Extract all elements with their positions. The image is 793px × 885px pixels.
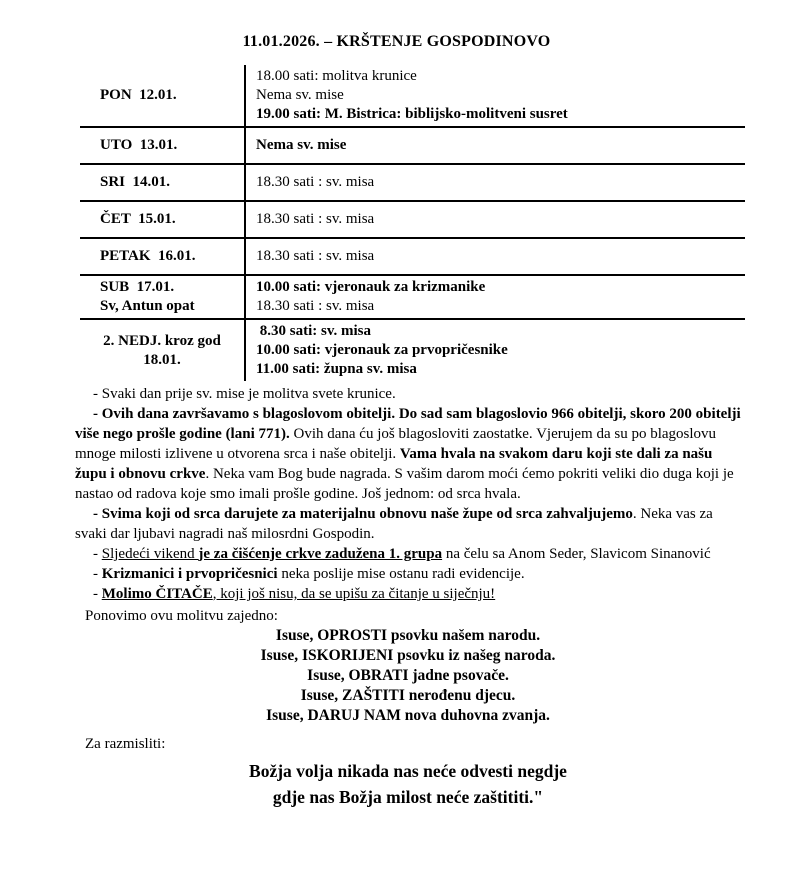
reflection-label: Za razmisliti: (85, 736, 166, 752)
schedule-row (80, 201, 745, 238)
schedule-items-cell (245, 201, 745, 238)
schedule-items-cell (245, 275, 745, 319)
day-cell (80, 127, 245, 164)
day-cell (80, 275, 245, 319)
day-label: 2. NEDJ. kroz god (103, 332, 221, 349)
announcement-paragraph (75, 504, 741, 544)
schedule-item: 10.00 sati: vjeronauk za prvopričesnike (256, 342, 508, 358)
text-run: je za čišćenje crkve zadužena 1. grupa (198, 546, 443, 562)
mass-schedule-table (80, 65, 745, 381)
text-run: - (93, 546, 102, 562)
prayer-line: Isuse, OPROSTI psovku našem narodu. (275, 627, 541, 644)
prayer-line: Isuse, OBRATI jadne psovače. (307, 667, 509, 684)
announcements (75, 384, 741, 604)
schedule-items-cell (245, 319, 745, 381)
reflection-quote (75, 758, 741, 810)
schedule-item: 18.30 sati : sv. misa (256, 174, 375, 190)
schedule-item: 18.30 sati : sv. misa (256, 248, 375, 264)
day-label: Sv, Antun opat (100, 298, 195, 314)
text-run: - Ovih dana završavamo s blagoslovom obitelji. Do sad sam blagoslovio 966 obitelji, skoro 200 obitelji više nego prošle godine (lani 771). (75, 406, 741, 442)
text-run: , koji još nisu, da se upišu za čitanje u siječnju! (212, 586, 496, 602)
day-cell (80, 164, 245, 201)
schedule-row (80, 164, 745, 201)
day-cell (80, 319, 245, 381)
text-run: - Svaki dan prije sv. mise je molitva svete krunice. (93, 386, 396, 402)
page-title: 11.01.2026. – KRŠTENJE GOSPODINOVO (242, 33, 551, 50)
schedule-item: 18.30 sati : sv. misa (256, 298, 375, 314)
day-label: SRI 14.01. (100, 174, 171, 190)
schedule-row (80, 65, 745, 127)
schedule-items-cell (245, 65, 745, 127)
schedule-table-body (80, 65, 745, 381)
announcement-paragraph (75, 564, 741, 584)
prayer-intro: Ponovimo ovu molitvu zajedno: (85, 608, 278, 624)
prayer-line: Isuse, ZAŠTITI nerođenu djecu. (300, 687, 516, 704)
text-run: Ovih dana ću još blagosloviti zaostatke. Vjerujem da su po blagoslovu mnoge milosti izlivene u otvorena srca i naše obitelji. (75, 426, 717, 462)
quote-line: gdje nas Božja milost neće zaštititi." (272, 787, 544, 807)
prayer-line: Isuse, ISKORIJENI psovku iz našeg naroda. (260, 647, 556, 664)
text-run: . Neka vas za svaki dar ljubavi nagradi naš milosrdni Gospodin. (75, 506, 713, 542)
day-label: SUB 17.01. (100, 279, 175, 295)
schedule-item: 10.00 sati: vjeronauk za krizmanike (256, 279, 486, 295)
schedule-item: 19.00 sati: M. Bistrica: biblijsko-molitveni susret (256, 106, 568, 122)
schedule-row (80, 127, 745, 164)
schedule-item: 11.00 sati: župna sv. misa (256, 361, 417, 377)
text-run: Sljedeći vikend (101, 546, 199, 562)
text-run: Molimo ČITAČE (101, 586, 213, 602)
schedule-item: 18.00 sati: molitva krunice (256, 68, 417, 84)
text-run: Krizmanici i prvopričesnici (101, 566, 278, 582)
schedule-row (80, 319, 745, 381)
day-cell (80, 201, 245, 238)
day-cell (80, 238, 245, 275)
schedule-item: Nema sv. mise (256, 137, 347, 153)
day-cell (80, 65, 245, 127)
announcement-paragraph (75, 404, 741, 504)
day-label: ČET 15.01. (100, 211, 176, 227)
prayer-line: Isuse, DARUJ NAM nova duhovna zvanja. (266, 707, 550, 724)
text-run: na čelu sa Anom Seder, Slavicom Sinanović (442, 546, 711, 562)
text-run: - (93, 586, 102, 602)
day-label: UTO 13.01. (100, 137, 178, 153)
quote-line: Božja volja nikada nas neće odvesti negdje (249, 761, 567, 781)
text-run: - (93, 566, 102, 582)
day-label: 18.01. (143, 351, 181, 368)
text-run: - Svima koji od srca darujete za materijalnu obnovu naše župe od srca zahvaljujemo (93, 506, 633, 522)
prayer-lines (75, 626, 741, 726)
schedule-row (80, 275, 745, 319)
schedule-item: 8.30 sati: sv. misa (256, 323, 372, 339)
day-label: PETAK 16.01. (100, 248, 196, 264)
day-label: PON 12.01. (100, 87, 177, 103)
schedule-items-cell (245, 127, 745, 164)
schedule-items-cell (245, 164, 745, 201)
schedule-item: Nema sv. mise (256, 87, 344, 103)
schedule-items-cell (245, 238, 745, 275)
text-run: neka poslije mise ostanu radi evidencije. (277, 566, 525, 582)
schedule-item: 18.30 sati : sv. misa (256, 211, 375, 227)
announcement-paragraph (75, 584, 741, 604)
announcement-paragraph (75, 544, 741, 564)
announcement-paragraph (75, 384, 741, 404)
text-run: . Neka vam Bog bude nagrada. S vašim darom moći ćemo pokriti veliki dio duga koji je nastao od radova koje smo imali prošle godine. Još jednom: od srca hvala. (75, 466, 734, 502)
schedule-row (80, 238, 745, 275)
bulletin-page (0, 33, 793, 885)
text-run: Vama hvala na svakom daru koji ste dali za našu župu i obnovu crkve (75, 446, 713, 482)
